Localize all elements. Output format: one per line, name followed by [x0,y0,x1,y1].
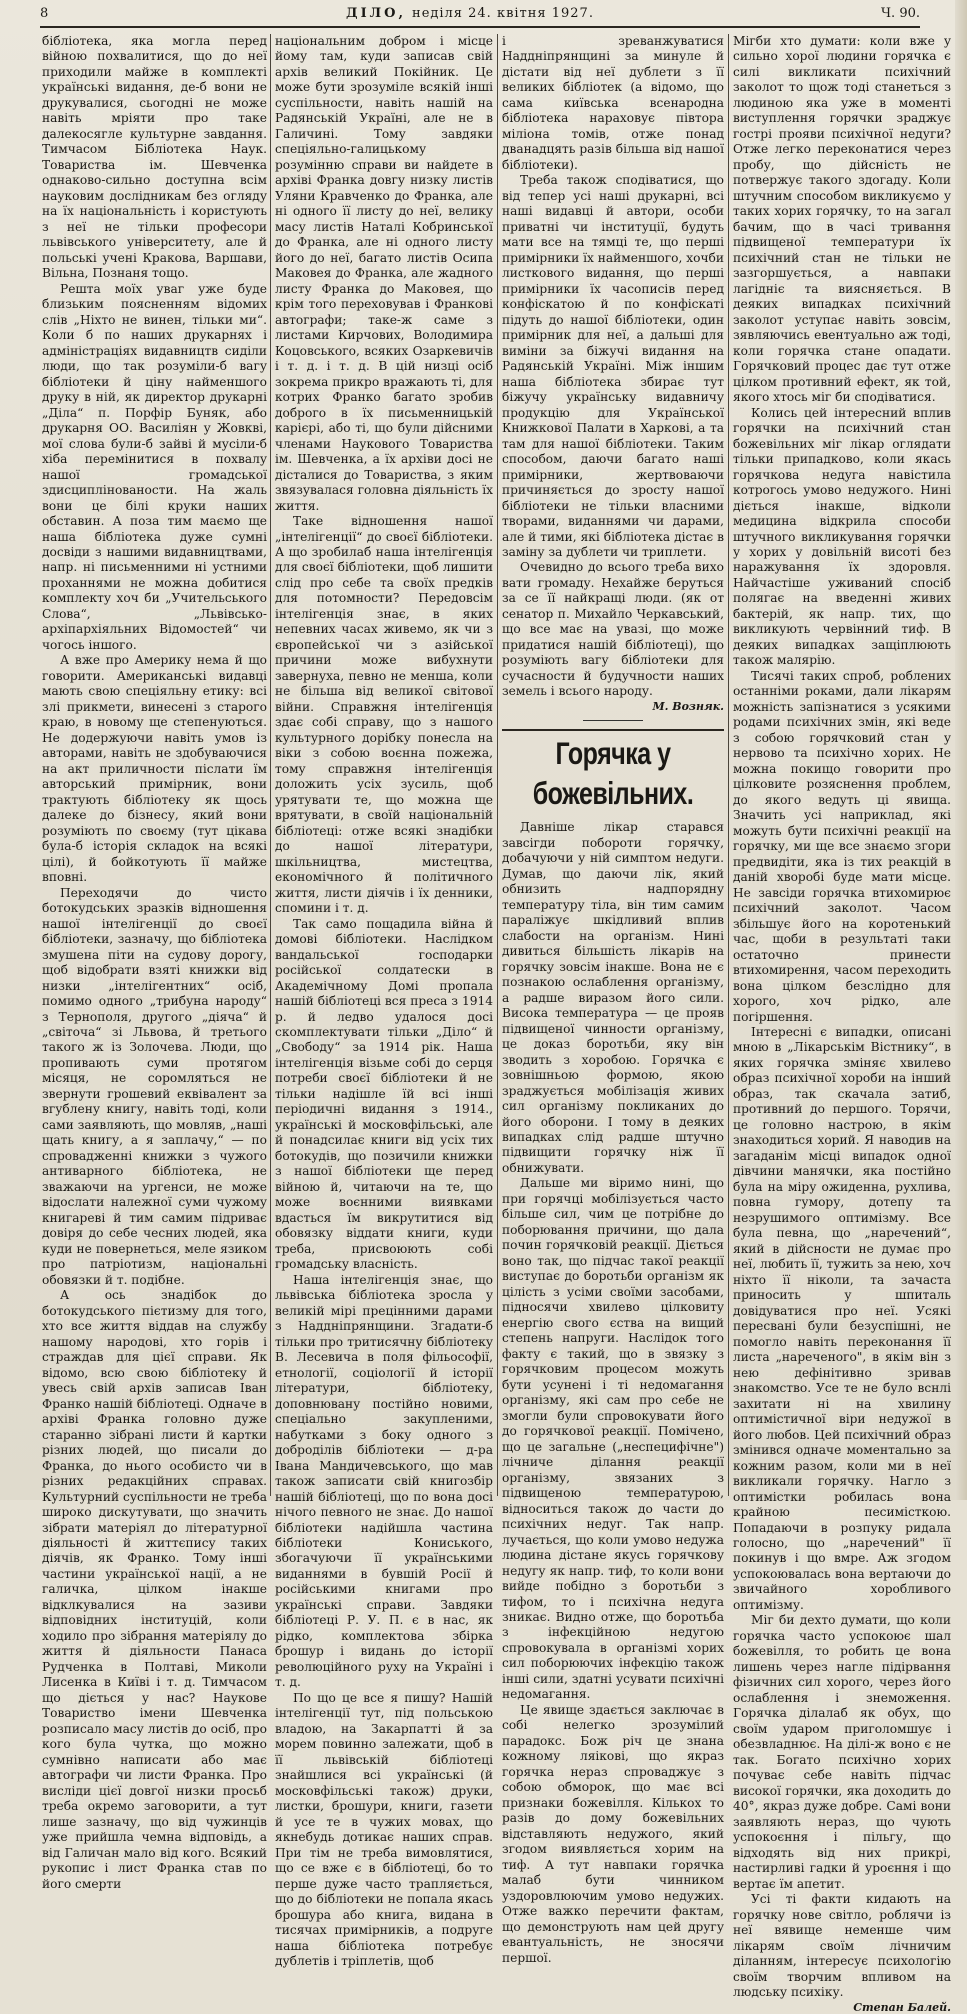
column-4 [733,34,951,2014]
paragraph: Тисячі таких спроб, роблених останніми роками, дали лікарям можність запізнатися з усякими родами психічних змін, які веде з собою горячковий стан у нервово та психічно хорих. Не можна покищо говорити про цілковите розяснення проблем, до якого ведуть ці явища. Значить усі наприклад, які можуть бути психічні реакції на горячку, ми ще все знаємо згори предвидіти, яка із тих реакцій в даній хворобі буде мати місце. Не завсіди горячка втихомирює психічний заколот. Часом збільшує його на коротенький час, щоби в результаті таки остаточно принести втихомирення, часом переходить вона цілком безслідно для хорого, хоч рідко, але погіршення. [733,668,951,1024]
paragraph: А вже про Америку нема й що говорити. Американські видавці мають свою спеціяльну етику: всі злі прикмети, винесені з старого краю, в новому ще степенуються. Не додержуючи навіть умов із авторами, навіть не здобуваючися на акт приличности післати їм авторський примірник, вони трактують бібліотеку як щось далеке до бізнесу, який вони розуміють по своєму (тут цікава була-б історія складок на всякі цілі), й бойкотують її майже вповні. [42,653,267,885]
paragraph: Дальше ми віримо нині, що при горячці мобілізується часто більше сил, чим це потрібне до поборювання причини, що дала почин горячковій реакції. Діється воно так, що підчас такої реакції виступає до боротьби організм як цілість з усіми своїми засобами, підносячи хвилево цілковиту енергію свого єства на вищий степень напруги. Наслідок того факту є такий, що в звязку з горячковим процесом можуть бути усунені і ті недомагання організму, які сам про себе не змогли були спровокувати його до горячкової реакції. Помічено, що це загальне („неспецифічне") лічниче ділання реакції організму, звязаних з підвищеною температурою, відноситься також до части до психічних недуг. Так напр. лучається, що коли умово недужа людина дістане якусь горячкову недугу як напр. тиф, то коли вони вийде побідно з боротьби з тифом, то і психічна недуга зникає. Видно отже, що боротьба з інфекційною недугою спровокувала в організмі хорих сил поборюючих інфекцію також інші сили, здатні усувати психічні недомагання. [502,1176,724,1702]
paragraph: Міг би дехто думати, що коли горячка часто успокоює шал божевілля, то робить це вона лишень через нагле підірвання фізичних сил хорого, через його ослаблення і знеможення. Горячка ділалаб як обух, що своїм ударом приголомшує і обезвладнює. На ділі-ж воно є не так. Богато психічно хорих почуває себе навіть підчас високої горячки, яка доходить до 40°, якраз дуже добре. Самі вони заявляють нераз, що чують успокоєння і пільгу, що відходять від них прикрі, настирливі гадки й уроєння і що вертає їм апетит. [733,1613,951,1891]
paragraph: бібліотека, яка могла перед війною похвалитися, що до неї приходили майже в комплекті українські видання, де-б вони не друкувалися, сьогодні не може навіть мріяти про таке далекосягле культурне завдання. Тимчасом Бібліотека Наук. Товариства ім. Шевченка однаково-сильно доступна всім науковим дослідникам без огляду на їх національність і користують з неї не тільки професори львівського університету, але й польські учені Кракова, Варшави, Вільна, Познаня тощо. [42,34,267,281]
issue-date: неділя 24. квітня 1927. [412,5,594,21]
column-divider [270,34,271,1496]
masthead-line [346,6,594,21]
column-1 [42,34,267,1891]
column-divider [497,34,498,1496]
paragraph: Очевидно до всього треба вихо вати громаду. Нехайже беруться за се її найкращі люди. (як от сенатор п. Михайло Черкавський, що все має на увазі, що може придатися нашій бібліотеці), що розуміють вагу бібліотеки для сучасности й будучности наших земель і всього народу. [502,560,724,699]
paragraph: Так само пощадила війна й домові бібліотеки. Наслідком вандальської господарки російської солдатески в Академічному Домі пропала нашій бібліотеці вся преса з 1914 р. й ледво удалося досі скомплектувати тільки „Діло“ й „Свободу“ за 1914 рік. Наша інтелігенція візьме собі до серця потреби своєї бібліотеки й не тільки надішле їй всі інші періодичні видання з 1914., українські й московфільські, але й понадсилає книги від усіх тих ботокудів, що позичили книжки з нашої бібліотеки ще перед війною й, читаючи на те, що може воєнними виявками вдасться їм викрутитися від обовязку віддати книги, куди треба, присвоюють собі громадську власність. [275,916,493,1272]
page-number: 8 [40,5,49,21]
author-signature: М. Возняк. [652,699,724,713]
paragraph: Давніше лікар старався завсігди побороти горячку, добачуючи у ній симптом недуги. Думав, що даючи лік, який обнизить надпорядну температуру тіла, він тим самим параліжує шкідливий вплив слабости на організм. Нині дивиться більшість лікарів на горячку зовсім інакше. Вона не є познакою ослаблення організму, а радше виразом його сили. Висока температура — це прояв підвищеної чинности організму, це доказ боротьби, яку він зводить з хоробою. Горячка є зовнішньою формою, якою зраджується мобілізація живих сил організму покликаних до його оборони. І тому в деяких випадках слід радше штучно підвищити горячку ніж її обнижувати. [502,820,724,1175]
paragraph: Решта моїх уваг уже буде близьким поясненням відомих слів „Ніхто не винен, тільки ми“. Коли б по наших друкарнях і адміністраціях видавництв сиділи люди, що так розуміли-б вагу бібліотеки й ціну найменшого друку в ній, як директор друкарні „Діла“ п. Порфір Буняк, або друкарня ОО. Василіян у Жовкві, мої слова були-б зайві й мусіли-б хіба перемінитися в похвалу нашої громадської здисциплінованости. На жаль вони це білі круки наших обставин. А поза тим маємо ще наша бібліотека дуже сумні досвіди з нашими видавництвами, напр. ні письменними ні устними проханнями не можна добитися комплекту хоч би „Учительського Слова“, „Львівсько-архіпархіяльних Відомостей“ чи чогось іншого. [42,281,267,652]
column-divider [728,34,729,1496]
column-2 [275,34,493,1969]
page-edge [955,0,967,1500]
paragraph: Наша інтелігенція знає, що львівська бібліотека зросла у великій мірі прецінними дарами з Наддніпрянщини. Згадати-б тільки про тритисячну бібліотеку В. Лесевича в поля фільософії, етнології, соціології й історії літератури, бібліотеку, доповнювану постійно новими, спеціально закупленими, набутками з боку одного з доброділів бібліотеки — д-ра Івана Мандичевського, що мав також записати свій книгозбір нашій бібліотеці, що по вона досі нічого певного не знає. До нашої бібліотеки надійшла частина бібліотеки Кониського, збогачуючи її українськими виданнями в бувшій Росії й російськими книгами про українські справи. Завдяки бібліотеці Р. У. П. є в нас, як рідко, комплектова збірка брошур і видань до історії революційного руху на Україні і т. д. [275,1272,493,1690]
paragraph: Інтересні є випадки, описані мною в „Лікарськім Вістнику“, в яких горячка зміняє хвилево образ психічної хороби на інший образ, так скачала затиб, противний до першого. Торячи, це головно настрою, в якім знаходиться хорий. Я наводив на загаданім місці випадок одної дівчини манячки, яка постійно була на міру ожиденна, рухлива, повна гумору, дотепу та незрушимого оптимізму. Все була певна, що „наречений“, який в дійсности не думає про неї, любить її, тужить за нею, хоч ніхто її ніколи, та зачаста приносить у шпиталь довідуватися про неї. Усякі пересвані були безуспішні, не помогло навіть переконання її листа „нареченого", в якім він з нею дефінітивно зривав знакомство. Усе те не було вснлі захитати ні на хвилину оптимістичної віри недужої в його любов. Цей психічний образ змінився одначе моментально за кожним разом, коли ми в неї викликали горячку. Нагло з оптимістки робилась вона крайною песимісткою. Попадаючи в розпуку ридала голосно, що „наречений" її покинув і що вмре. Аж згодом успокоювалась вона вертаючи до звичайного хоробливого оптимізму. [733,1025,951,1612]
column-3 [502,34,724,1965]
paragraph: Мігби хто думати: коли вже у сильно хорої людини горячка є силі викликати психічний заколот то щож тоді станеться з людиною яка уже в моменті виступлення горячки зраджує гострі прояви психічної недуги? Отже легко переконатися через пробу, що дійсність не потвержує такого здогаду. Коли штучним способом викликуємо у таких хорих горячку, то на загал бачим, що в часі тривання підвищеної температури їх психічний стан не тільки не зазгоршується, а навпаки лагідніє та виясняється. В деяких випадках психічний заколот уступає навіть зовсім, зявляючись евентуально аж тоді, коли горячка стане опадати. Горячковий процес дає тут отже цілком противний ефект, як той, якого хтось міг би сподіватися. [733,34,951,405]
paragraph: Таке відношення нашої „інтелігенції“ до своєї бібліотеки. А що зробилаб наша інтелігенція для своєї бібліотеки, щоб лишити слід про себе та своїх предків для потомности? Передовсім інтелігенція знає, в яких непевних часах живемо, як чи з європейської чи з азійської причини може вибухнути завернуха, певно не менша, коли не більша від великої світової війни. Справжня інтелігенція здає собі справу, що з нашого культурного дорібку понесла на віки з собою воєнна пожежа, тому справжня інтелігенція доложить усіх зусиль, щоб урятувати те, що можна ще врятувати, в своїй національній бібліотеці: отже всякі знадібки до нашої літератури, шкільництва, мистецтва, економічного й політичного життя, листи діячів і їх денники, спомини і т. д. [275,514,493,916]
paragraph: По що це все я пишу? Нашій інтелігенції тут, під польською владою, на Закарпатті й за морем повинно залежати, щоб в її львівській бібліотеці знайшлися всі українські (й московфільські також) друки, листки, брошури, книги, газети й усе те в чужих мовах, що якнебудь дотикає наших справ. При тім не треба вимовлятися, що се вже є в бібліотеці, бо то перше дуже часто трапляється, що до бібліотеки не попала якась брошура або книга, видана в тисячах примірників, а подруге наша бібліотека потребує дублетів і тріплетів, щоб [275,1690,493,1969]
paragraph: національним добром і місце йому там, куди записав свій архів великий Покійник. Це може бути зрозуміле всякій інші суспільности, навіть нашій на Радянській Україні, але не в Галичині. Тому завдяки спеціяльно-галицькому розумінню справи ви найдете в архіві Франка довгу низку листів Уляни Кравченко до Франка, але ні одного її листу до неї, велику масу листів Наталі Кобринської до Франка, але ні одного листу його до неї, багато листів Осипа Маковея до Франка, але жадного листу Франка до Маковея, що крім того переховував і Франкові автографи; таке-ж саме з листами Кирчових, Володимира Коцовського, всяких Озаркевичів і т. д. і т. д. В цій низці осіб зокрема прикро вражають ті, для котрих Франко багато зробив доброго в їх письменницькій карієрі, або ті, що були дійсними членами Наукового Товариства ім. Шевченка, а їх архіви досі не дісталися до Товариства, з яким звязувалася головна діяльність їх життя. [275,34,493,513]
issue-number: Ч. 90. [881,5,920,21]
paragraph: Це явище здається заключає в собі нелегко зрозумілий парадокс. Бож річ це знана кожному ляікові, що якраз горячка нераз спроваджує з собою обморок, що має всі признаки божевілля. Кількох то разів до дому божевільних відставляють недужого, який згодом виявляється хорим на тиф. А тут навпаки горячка малаб бути чинником уздоровлюючим умово недужих. Отже важко перечити фактам, що демонструють нам цей другу евантуальність, не зносячи першої. [502,1702,724,1965]
paragraph: Переходячи до чисто ботокудських зразків відношення нашої інтелігенції до своєї бібліотеки, зазначу, що бібліотека змушена піти на судову дорогу, щоб відобрати взяті книжки від низки „інтелігентних“ осіб, помимо одного „трибуна народу“ з Тернополя, другого „діяча“ й „світоча“ зі Львова, й третього такого ж із Золочева. Люди, що пропивають суми протягом місяця, не соромляться не звернути грошевий еквівалент за вгублену книгу, навіть тоді, коли сами заявляють, що мовляв, „наші щать книгу, а я заплачу,“ — по спровадженні книжки з чужого антиварного бібліотека, не зважаючи на ургенси, не може відослати належної суми чужому книгареві й тим самим підриває довіря до себе чесних людей, яка куди не повернеться, меле язиком про патріотизм, національні обовязки й т. подібне. [42,885,267,1287]
article-separator [583,720,643,721]
paragraph: А ось знадібок до ботокудського пієтизму для того, хто все життя віддав на службу нашому народові, хто горів і страждав для цієї справи. Як відомо, всю свою бібліотеку й увесь свій архів записав Іван Франко нашій бібліотеці. Одначе в архіві Франка головно дуже старанно зібрані листи й картки різних людей, що писали до Франка, до нього особисто чи в різних редакційних справах. Культурний суспільности не треба широко дискутувати, що значить зібрати матеріял до літературної діяльності й життєпису таких діячів, як Франко. Тому інші частини української нації, а не галичка, цілком інакше відклкувалися на зазиви відповідних інституцій, коли ходило про зібрання матеріялу до життя й діяльности Панаса Рудченка в Полтаві, Миколи Лисенка в Київі і т. д. Тимчасом що діється у нас? Наукове Товариство імени Шевченка розписало масу листів до осіб, про кого була чутка, що можно сумнівно написати або має автографи чи листи Франка. Про висліди цієї довгої низки просьб треба окремо заговорити, а тут лише зазначу, що від чужинців уже прийшла чемна відповідь, а від Галичан мало від кого. Всякий рукопис і лист Франка став по його смерти [42,1288,267,1891]
article-title: Горячка у божевільних. [532,736,694,811]
newspaper-title: ДІЛО, [346,5,407,21]
page-header [40,0,920,28]
paragraph: Усі ті факти кидають на горячку нове світло, роблячи із неї вявище неменше чим лікарям своїм лічничим діланням, інтересує психологію своїм творчим впливом на людську психіку. [733,1892,951,2000]
paragraph: і зреванжуватися Наддніпрянщині за минуле й дістати від неї дублети з її великих бібліотек (а відомо, що сама київська всенародна бібліотека нараховує півтора міліона томів, отже понад дванадцять разів більша від нашої бібліотеки). [502,34,724,172]
paragraph: Колись цей інтересний вплив горячки на психічний стан божевільних міг лікар оглядати тільки припадково, коли якась горячкова недуга навістила котрогось умово недужого. Нині діється інакше, відколи медицина відкрила способи штучного викликування горячки у хорих у довільній висоті без наражування їх здоровля. Найчастіше уживаний спосіб полягає на введенні живих бактерій, як напр. тих, що викликують червінний тиф. В деяких випадках защіплюють також малярію. [733,405,951,668]
paragraph: Треба також сподіватися, що від тепер усі наші друкарні, всі наші видавці й автори, особи приватні чи інституції, будуть мати все на тямці те, що перші примірники їх найменшого, хочби листкового видання, що перші примірники їх часописів перед конфіскатою й по конфіскаті підуть до нашої бібліотеки, один примірник для неї, а дальші для виміни за біжучі видання на Радянській Україні. Між іншим наша бібліотека збирає тут біжучу українську видавничу продукцію для Української Книжкової Палати в Харкові, а та там для нашої бібліотеки. Таким способом, даючи багато наші примірники, жертвоваючи причиняється до зросту нашої бібліотеки не тільки власними творами, виданнями чи дарами, але й тими, які бібліотека дістає в заміну за дублети чи триплети. [502,173,724,559]
author-signature: Степан Балей. [853,2000,951,2014]
article-header [502,729,724,811]
